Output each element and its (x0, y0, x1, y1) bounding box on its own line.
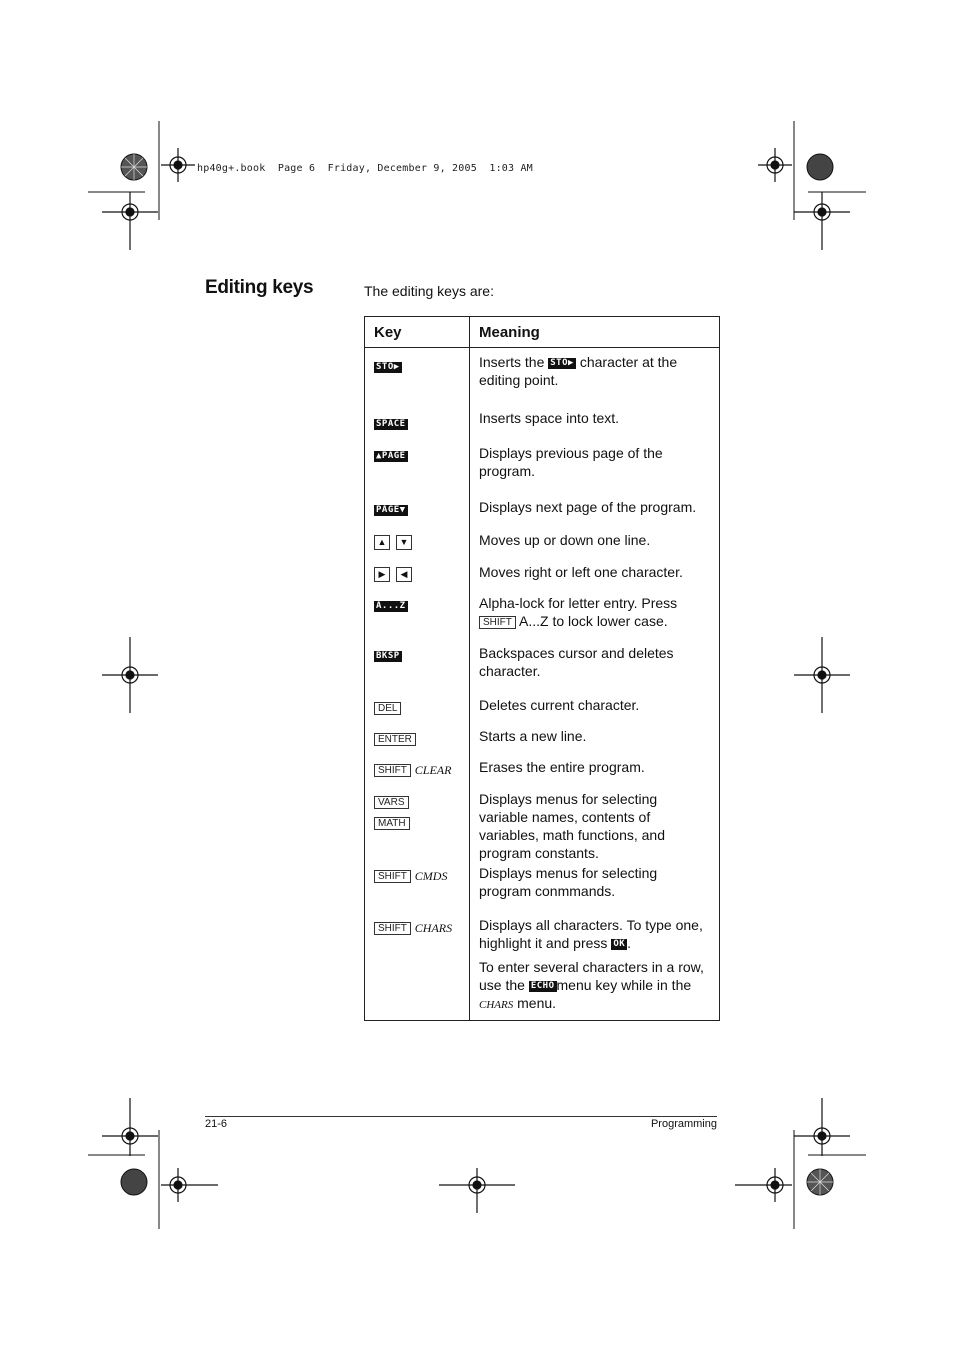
ok-softkey: OK (613, 938, 626, 949)
left-arrow-key: ◀ (396, 567, 412, 582)
table-row (365, 755, 720, 786)
chars-menu-label: CHARS (479, 999, 514, 1011)
meaning-cell: Inserts the STO▶ character at the editing point. (470, 348, 720, 410)
math-key: MATH (374, 817, 410, 830)
alpha-lock-softkey: A...Z (376, 600, 406, 611)
table-row (365, 348, 720, 410)
shift-key: SHIFT (374, 922, 411, 935)
cmds-label: CMDS (414, 869, 448, 883)
shift-key: SHIFT (374, 764, 411, 777)
table-row (365, 409, 720, 440)
meaning-cell: Moves up or down one line. (470, 526, 720, 558)
clear-label: CLEAR (414, 763, 452, 777)
meaning-cell: Displays menus for selecting variable names, contents of variables, math functions, and program constants. (470, 786, 720, 862)
meaning-cell: Displays all characters. To type one, highlight it and press OK . To enter several characters in a row, use the ECHO menu key while in the CHARS menu. (470, 914, 720, 1021)
editing-keys-table (364, 316, 720, 1021)
enter-key: ENTER (374, 733, 416, 746)
print-header: hp40g+.book Page 6 Friday, December 9, 2005 1:03 AM (197, 163, 533, 174)
table-row (365, 724, 720, 755)
chapter-name: Programming (650, 1118, 717, 1130)
bksp-softkey: BKSP (376, 650, 400, 661)
meaning-cell: Deletes current character. (470, 694, 720, 724)
meaning-cell: Backspaces cursor and deletes character. (470, 642, 720, 694)
meaning-cell: Starts a new line. (470, 724, 720, 755)
shift-key: SHIFT (479, 616, 516, 629)
meaning-cell: Alpha-lock for letter entry. Press SHIFT A...Z to lock lower case. (470, 590, 720, 642)
meaning-cell: Inserts space into text. (470, 409, 720, 440)
table-row (365, 526, 720, 558)
down-arrow-key: ▼ (396, 535, 412, 550)
meaning-cell: Displays menus for selecting program conmmands. (470, 862, 720, 914)
vars-key: VARS (374, 796, 409, 809)
table-row (365, 590, 720, 642)
intro-text: The editing keys are: (364, 283, 494, 299)
chars-label: CHARS (414, 921, 453, 935)
table-row (365, 786, 720, 862)
sto-inline-key: STO▶ (550, 357, 574, 368)
table-row (365, 440, 720, 494)
table-row (365, 494, 720, 526)
meaning-cell: Displays next page of the program. (470, 494, 720, 526)
table-row (365, 914, 720, 1021)
meaning-cell: Moves right or left one character. (470, 558, 720, 590)
right-arrow-key: ▶ (374, 567, 390, 582)
table-row (365, 558, 720, 590)
shift-key: SHIFT (374, 870, 411, 883)
header-meaning: Meaning (470, 317, 720, 348)
up-arrow-key: ▲ (374, 535, 390, 550)
meaning-cell: Erases the entire program. (470, 755, 720, 786)
header-key: Key (365, 317, 470, 348)
page-down-softkey: PAGE▼ (376, 504, 406, 515)
table-row (365, 642, 720, 694)
page-number: 21-6 (205, 1118, 228, 1130)
del-key: DEL (374, 702, 401, 715)
section-title: Editing keys (205, 277, 314, 298)
page-up-softkey: ▲PAGE (376, 450, 406, 461)
table-row (365, 862, 720, 914)
table-row (365, 694, 720, 724)
table-header-row (365, 317, 720, 348)
meaning-cell: Displays previous page of the program. (470, 440, 720, 494)
footer-rule (205, 1116, 717, 1117)
space-softkey: SPACE (376, 418, 406, 429)
echo-softkey: ECHO (530, 980, 555, 991)
sto-softkey: STO▶ (376, 361, 400, 372)
